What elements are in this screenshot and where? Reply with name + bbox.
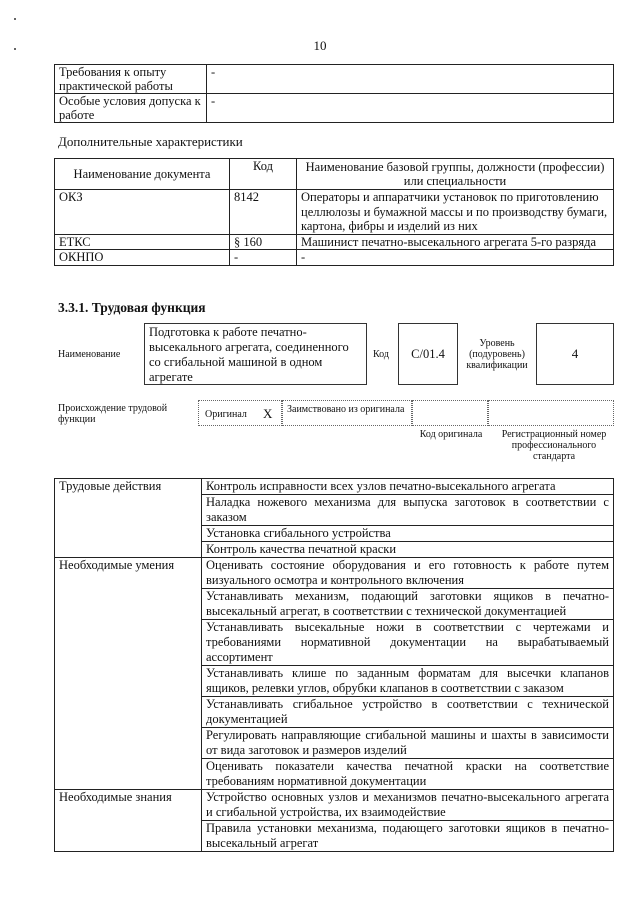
table-cell: - [297, 250, 614, 266]
origin-label: Происхождение трудовой функции [58, 403, 168, 425]
experience-table [54, 64, 614, 123]
borrowed-cell [282, 400, 412, 426]
reg-number-label: Регистрационный номер профессионального стандарта [501, 429, 607, 462]
experience-value: - [207, 65, 614, 94]
column-header: Код [230, 159, 297, 190]
table-header-row [55, 159, 614, 190]
category-label: Необходимые знания [55, 790, 202, 852]
experience-label: Требования к опыту практической работы [55, 65, 207, 94]
table-row [55, 190, 614, 235]
table-cell: Контроль исправности всех узлов печатно-высекального агрегата [202, 479, 614, 495]
table-row [55, 234, 614, 250]
borrowed-label: Заимствовано из оригинала [287, 404, 405, 415]
code-box: C/01.4 [398, 323, 458, 385]
table-cell: Машинист печатно-высекального агрегата 5-го разряда [297, 234, 614, 250]
characteristics-table [54, 158, 614, 266]
table-cell: - [230, 250, 297, 266]
table-row [55, 479, 614, 495]
name-label: Наименование [58, 349, 121, 360]
table-cell: § 160 [230, 234, 297, 250]
table-cell: Оценивать показатели качества печатной краски на соответствие требованиям нормативной документации [202, 759, 614, 790]
table-row [55, 94, 614, 123]
category-label: Трудовые действия [55, 479, 202, 558]
table-cell: Наладка ножевого механизма для выпуска заготовок в соответствии с заказом [202, 495, 614, 526]
table-row [55, 558, 614, 589]
table-cell: Операторы и аппаратчики установок по приготовлению целлюлозы и бумажной массы и по производству бумаги, картона, фибры и изделий из них [297, 190, 614, 235]
function-details-table [54, 478, 614, 852]
additional-title: Дополнительные характеристики [58, 134, 243, 149]
function-name-box: Подготовка к работе печатно-высекального агрегата, соединенного со сгибальной машиной в одном агрегате [144, 323, 367, 385]
original-cell [198, 400, 282, 426]
page-number: 10 [313, 38, 327, 53]
conditions-value: - [207, 94, 614, 123]
orig-code-label: Код оригинала [419, 429, 483, 440]
table-cell: Регулировать направляющие сгибальной машины и шахты в зависимости от вида заготовок и размеров изделий [202, 728, 614, 759]
conditions-label: Особые условия допуска к работе [55, 94, 207, 123]
table-cell: Установка сгибального устройства [202, 526, 614, 542]
table-cell: Устанавливать клише по заданным форматам для высечки клапанов ящиков, релевки углов, обрубки клапанов в соответствии с заказом [202, 666, 614, 697]
table-cell: Устанавливать сгибальное устройство в соответствии с технической документацией [202, 697, 614, 728]
table-cell: 8142 [230, 190, 297, 235]
level-box: 4 [536, 323, 614, 385]
table-row [55, 790, 614, 821]
table-cell: Устанавливать высекальные ножи в соответствии с чертежами и требованиями нормативной документации на вырабатываемый ассортимент [202, 620, 614, 666]
table-cell: Правила установки механизма, подающего заготовки ящиков в печатно-высекальный агрегат [202, 821, 614, 852]
orig-code-cell [412, 400, 488, 426]
level-label: Уровень (подуровень) квалификации [466, 338, 528, 371]
table-cell: Контроль качества печатной краски [202, 542, 614, 558]
scan-speck [14, 48, 16, 50]
original-label: Оригинал [205, 409, 247, 420]
table-cell: Устанавливать механизм, подающий заготовки ящиков в печатно-высекальный агрегат, в соответствии с технической документацией [202, 589, 614, 620]
category-label: Необходимые умения [55, 558, 202, 790]
table-cell: ОКНПО [55, 250, 230, 266]
table-row [55, 65, 614, 94]
table-cell: Оценивать состояние оборудования и его готовность к работе путем визуального осмотра и контрольного включения [202, 558, 614, 589]
table-cell: ОКЗ [55, 190, 230, 235]
column-header: Наименование базовой группы, должности (профессии) или специальности [297, 159, 614, 190]
code-label: Код [373, 349, 389, 360]
table-row [55, 250, 614, 266]
section-heading: 3.3.1. Трудовая функция [58, 300, 206, 315]
column-header: Наименование документа [55, 159, 230, 190]
original-mark: X [263, 406, 273, 421]
scan-speck [14, 18, 16, 20]
table-cell: ЕТКС [55, 234, 230, 250]
table-cell: Устройство основных узлов и механизмов печатно-высекального агрегата и сгибальной устройства, их взаимодействие [202, 790, 614, 821]
reg-number-cell [488, 400, 614, 426]
